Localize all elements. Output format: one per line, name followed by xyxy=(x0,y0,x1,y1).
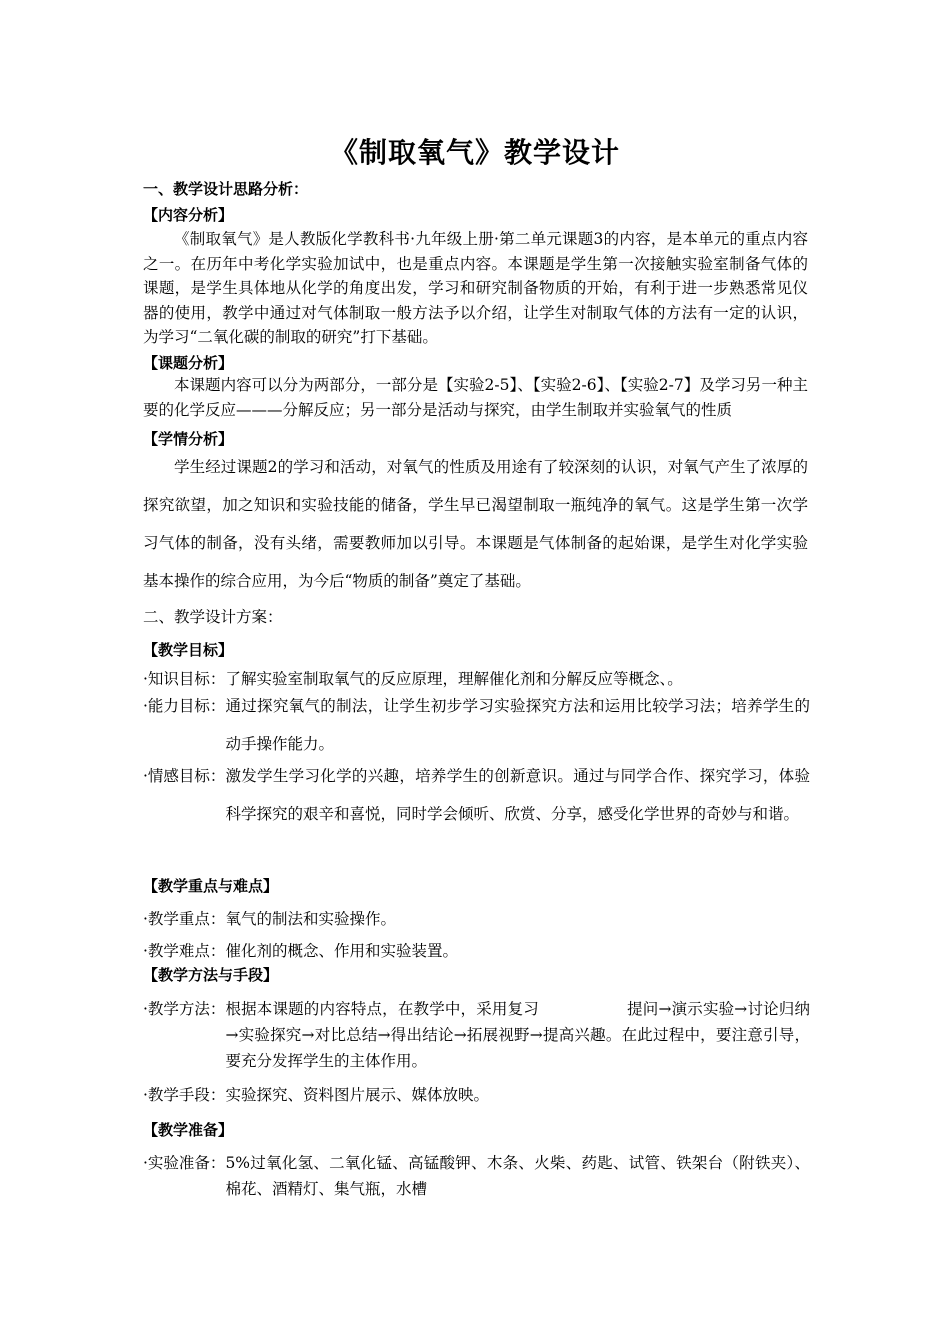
content-analysis-heading: 【内容分析】 xyxy=(143,206,234,224)
topic-analysis-text: 本课题内容可以分为两部分，一部分是【实验2-5】、【实验2-6】、【实验2-7】及学习另一种主要的化学反应———分解反应；另一部分是活动与探究，由学生制取并实验氧气的性质 xyxy=(143,376,808,419)
emotion-objective-text: 激发学生学习化学的兴趣，培养学生的创新意识。通过与同学合作、探究学习，体验科学探究的艰辛和喜悦，同时学会倾听、欣赏、分享，感受化学世界的奇妙与和谐。 xyxy=(225,767,810,823)
section-heading-2: 二、教学设计方案： xyxy=(143,608,283,626)
key-point-label: ·教学重点： xyxy=(143,910,226,928)
teaching-method-label: ·教学方法： xyxy=(143,1000,226,1018)
ability-objective xyxy=(143,687,810,763)
preparation-heading: 【教学准备】 xyxy=(143,1121,234,1139)
teaching-method xyxy=(143,996,810,1074)
teaching-method-text-a: 根据本课题的内容特点，在教学中，采用复习 xyxy=(225,1000,539,1018)
ability-objective-label: ·能力目标： xyxy=(143,697,226,715)
topic-analysis-heading: 【课题分析】 xyxy=(143,354,234,372)
teaching-means-label: ·教学手段： xyxy=(143,1086,226,1104)
methods-heading: 【教学方法与手段】 xyxy=(143,966,279,984)
key-points-heading: 【教学重点与难点】 xyxy=(143,877,279,895)
emotion-objective-label: ·情感目标： xyxy=(143,767,226,785)
knowledge-objective-text: 了解实验室制取氧气的反应原理，理解催化剂和分解反应等概念、。 xyxy=(225,670,683,688)
page-title: 《制取氧气》教学设计 xyxy=(329,136,620,169)
content-analysis-text: 《制取氧气》是人教版化学教科书·九年级上册·第二单元课题3的内容，是本单元的重点内容之一。在历年中考化学实验加试中，也是重点内容。本课题是学生第一次接触实验室制备气体的课题，是学生具体地从化学的角度出发，学习和研究制备物质的开始，有利于进一步熟悉常见仪器的使用，教学中通过对气体制取一般方法予以介绍，让学生对制取气体的方法有一定的认识，为学习“二氧化碳的制取的研究”打下基础。 xyxy=(143,230,808,346)
difficult-point-text: 催化剂的概念、作用和实验装置。 xyxy=(225,942,458,960)
key-point-text: 氧气的制法和实验操作。 xyxy=(225,910,396,928)
student-analysis-text: 学生经过课题2的学习和活动，对氧气的性质及用途有了较深刻的认识，对氧气产生了浓厚的探究欲望，加之知识和实验技能的储备，学生早已渴望制取一瓶纯净的氧气。这是学生第一次学习气体的制备，没有头绪，需要教师加以引导。本课题是气体制备的起始课，是学生对化学实验基本操作的综合应用，为今后“物质的制备”奠定了基础。 xyxy=(143,458,808,590)
difficult-point xyxy=(143,940,810,962)
ability-objective-text: 通过探究氧气的制法，让学生初步学习实验探究方法和运用比较学习法；培养学生的动手操作能力。 xyxy=(225,697,810,753)
teaching-means-text: 实验探究、资料图片展示、媒体放映。 xyxy=(225,1086,489,1104)
emotion-objective xyxy=(143,757,810,833)
teaching-method-text-b: 提问→演示实验→讨论归纳→实验探究→对比总结→得出结论→拓展视野→提高兴趣。在此过程中，要注意引导，要充分发挥学生的主体作用。 xyxy=(225,1000,810,1070)
teaching-method-text xyxy=(225,996,810,1074)
knowledge-objective-label: ·知识目标： xyxy=(143,670,226,688)
section-heading-1: 一、教学设计思路分析： xyxy=(143,180,309,198)
key-point xyxy=(143,908,810,930)
student-analysis-heading: 【学情分析】 xyxy=(143,430,234,448)
objectives-heading: 【教学目标】 xyxy=(143,641,234,659)
experiment-preparation-text: 5%过氧化氢、二氧化锰、高锰酸钾、木条、火柴、药匙、试管、铁架台（附铁夹）、棉花、酒精灯、集气瓶，水槽 xyxy=(225,1154,810,1198)
teaching-means xyxy=(143,1084,810,1106)
experiment-preparation-label: ·实验准备： xyxy=(143,1154,226,1172)
difficult-point-label: ·教学难点： xyxy=(143,942,226,960)
experiment-preparation xyxy=(143,1150,810,1202)
